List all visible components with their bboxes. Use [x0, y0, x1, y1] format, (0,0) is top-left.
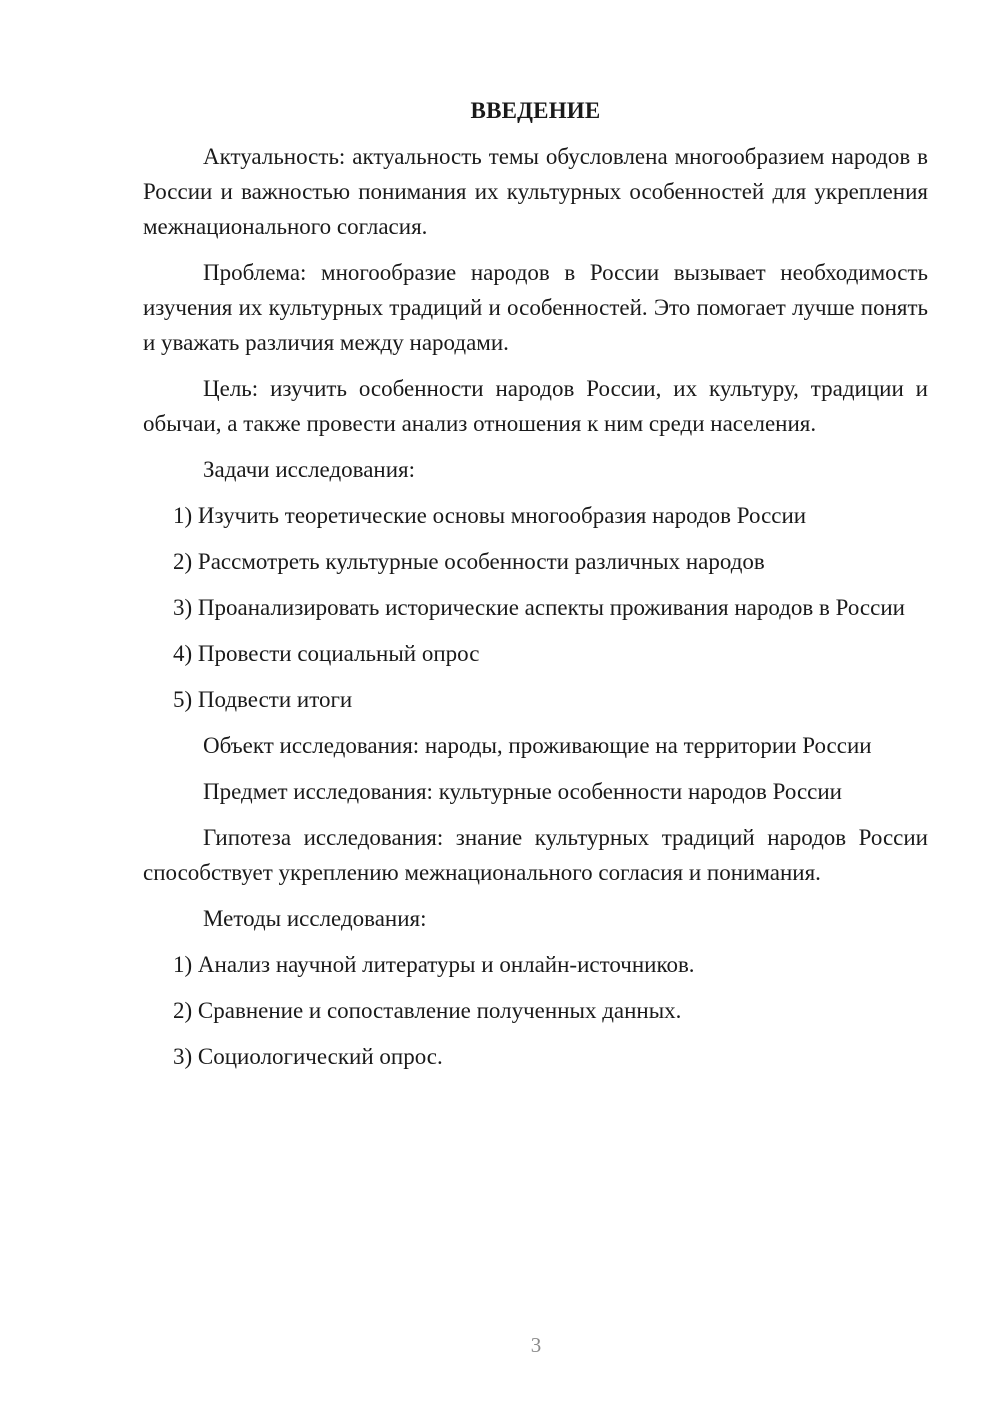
tasks-heading: Задачи исследования:: [203, 457, 416, 482]
task-item-5: 5) Подвести итоги: [173, 687, 353, 712]
task-item-2: 2) Рассмотреть культурные особенности различных народов: [173, 549, 765, 574]
page-number: 3: [530, 1333, 542, 1357]
section-title: ВВЕДЕНИЕ: [470, 98, 601, 123]
page-content: [143, 93, 928, 1085]
object-paragraph: Объект исследования: народы, проживающие на территории России: [203, 733, 872, 758]
method-item-1: 1) Анализ научной литературы и онлайн-источников.: [173, 952, 695, 977]
task-item-4: 4) Провести социальный опрос: [173, 641, 480, 666]
method-item-3: 3) Социологический опрос.: [173, 1044, 443, 1069]
task-item-3: 3) Проанализировать исторические аспекты проживания народов в России: [173, 595, 905, 620]
method-item-2: 2) Сравнение и сопоставление полученных данных.: [173, 998, 682, 1023]
methods-heading: Методы исследования:: [203, 906, 427, 931]
goal-paragraph: Цель: изучить особенности народов России, их культуру, традиции и обычаи, а также провести анализ отношения к ним среди населения.: [143, 376, 928, 436]
task-item-1: 1) Изучить теоретические основы многообразия народов России: [173, 503, 807, 528]
relevance-paragraph: Актуальность: актуальность темы обусловлена многообразием народов в России и важностью понимания их культурных особенностей для укрепления межнационального согласия.: [143, 144, 928, 239]
hypothesis-paragraph: Гипотеза исследования: знание культурных традиций народов России способствует укреплению межнационального согласия и понимания.: [143, 825, 928, 885]
problem-paragraph: Проблема: многообразие народов в России вызывает необходимость изучения их культурных традиций и особенностей. Это помогает лучше понять и уважать различия между народами.: [143, 260, 928, 355]
subject-paragraph: Предмет исследования: культурные особенности народов России: [203, 779, 842, 804]
